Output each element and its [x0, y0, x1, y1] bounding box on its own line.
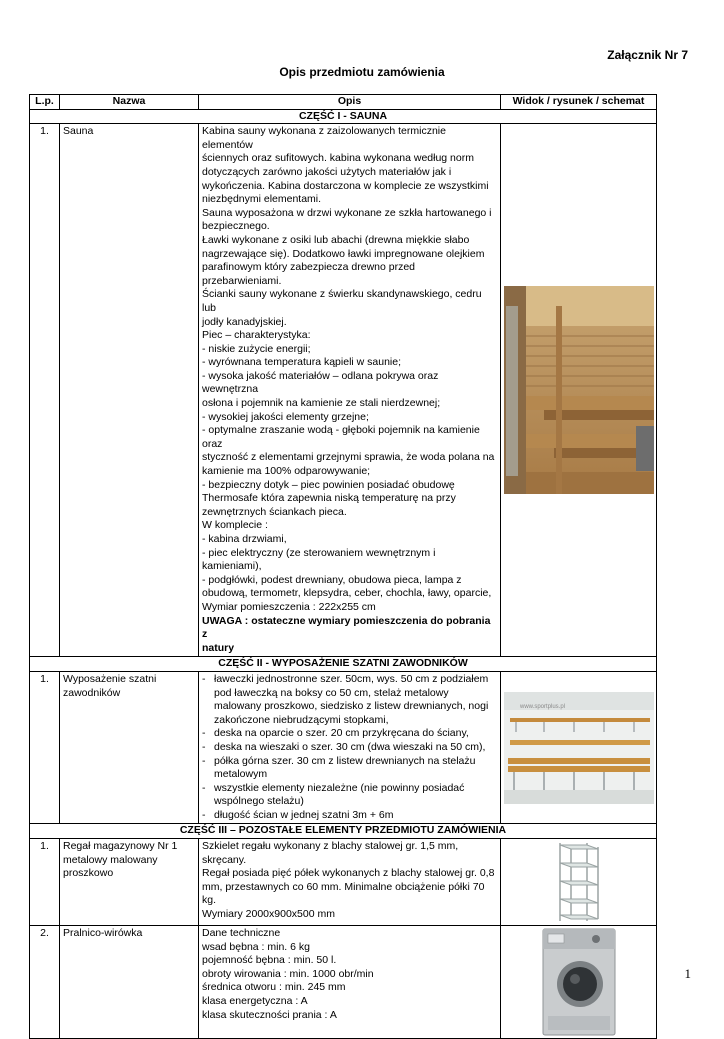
description-line: - optymalne zraszanie wodą - głęboki pojemnik na kamienie oraz — [202, 424, 480, 450]
item-description — [199, 839, 501, 926]
description-line: klasa energetyczna : A — [202, 995, 308, 1008]
list-item — [202, 782, 497, 809]
description-line: obroty wirowania : min. 1000 obr/min — [202, 967, 374, 980]
description-line: wsad bębna : min. 6 kg — [202, 940, 310, 953]
description-line: średnica otworu : min. 245 mm — [202, 981, 346, 994]
description-line: obudową, termometr, klepsydra, ceber, chochla, ławy, oparcie, — [202, 587, 492, 600]
photo-watermark: www.sportplus.pl — [519, 703, 565, 710]
description-line: Regał posiada pięć półek wykonanych z blachy stalowej gr. 0,8 — [202, 867, 495, 880]
item-description — [199, 926, 501, 1039]
washing-machine-icon — [542, 928, 616, 1036]
item-name-line: Wyposażenie szatni — [63, 672, 157, 685]
description-line: Wymiar pomieszczenia : 222x255 cm — [202, 600, 376, 613]
row-number: 1. — [30, 671, 60, 824]
description-line: W komplecie : — [202, 519, 268, 532]
list-item-text: wszystkie elementy niezależne (nie powinny posiadać wspólnego stelażu) — [214, 781, 465, 808]
item-name-line: metalowy malowany — [63, 853, 158, 866]
description-line: - wyrównana temperatura kąpieli w saunie; — [202, 356, 402, 369]
description-line: - wysokiej jakości elementy grzejne; — [202, 410, 369, 423]
list-dash: - — [202, 727, 206, 740]
document-title: Opis przedmiotu zamówienia — [279, 65, 445, 79]
description-line: styczność z elementami grzejnymi sprawia, że woda polana na — [202, 451, 495, 464]
item-description — [199, 124, 501, 657]
list-item-text: półka górna szer. 30 cm z listew drewnianych na stelażu metalowym — [214, 754, 476, 781]
section-row — [30, 657, 657, 672]
list-item — [202, 755, 497, 782]
row-number: 1. — [30, 124, 60, 657]
list-dash: - — [202, 740, 206, 753]
item-name-line: Regał magazynowy Nr 1 — [63, 840, 178, 853]
item-name-line: zawodników — [63, 686, 121, 699]
description-line: Thermosafe która zapewnia niską temperaturę na przy — [202, 492, 456, 505]
description-line: pojemność bębna : min. 50 l. — [202, 954, 337, 967]
list-dash: - — [202, 754, 206, 767]
warning-note — [202, 615, 497, 642]
list-dash: - — [202, 672, 206, 685]
list-item — [202, 741, 497, 755]
row-number: 1. — [30, 839, 60, 926]
item-name: Sauna — [60, 124, 199, 657]
description-line: Kabina sauny wykonana z zaizolowanych termicznie elementów — [202, 125, 446, 151]
list-item-text: deska na oparcie o szer. 20 cm przykręcana do ściany, — [214, 727, 469, 740]
list-item-text: ławeczki jednostronne szer. 50cm, wys. 50 cm z podziałem pod ławeczką na boksy co 50 cm, stelaż metalowy malowany proszkowo, siedzisko z listew drewnianych, nogi zakończone niebrudzącymi stopkami, — [214, 672, 489, 726]
description-line: zewnętrznych ściankach pieca. — [202, 505, 347, 518]
description-line: jodły kanadyjskiej. — [202, 315, 287, 328]
table-row — [30, 124, 657, 657]
description-line: - kabina drzwiami, — [202, 533, 287, 545]
metal-shelf-icon — [557, 841, 601, 923]
description-line: Dane techniczne — [202, 927, 281, 940]
warning-text-end: natury — [202, 641, 235, 654]
description-line: dotyczących zarówno jakości użytych materiałów jak i — [202, 165, 452, 178]
description-line: klasa skuteczności prania : A — [202, 1008, 337, 1021]
description-line: Piec – charakterystyka: — [202, 329, 311, 342]
washer-image-cell — [501, 926, 657, 1039]
list-item — [202, 727, 497, 741]
order-spec-table — [29, 94, 657, 1039]
description-line: - podgłówki, podest drewniany, obudowa pieca, lampa z — [202, 573, 462, 586]
sauna-image-cell — [501, 124, 657, 657]
row-number: 2. — [30, 926, 60, 1039]
warning-text: ostateczne wymiary pomieszczenia do pobrania z — [202, 614, 491, 641]
section-heading-sauna: CZĘŚĆ I - SAUNA — [30, 109, 657, 124]
description-spacer — [202, 1022, 497, 1034]
description-line: Ścianki sauny wykonane z świerku skandynawskiego, cedru lub — [202, 288, 482, 314]
description-line: - piec elektryczny (ze sterowaniem wewnętrznym i kamieniami), — [202, 546, 436, 573]
description-line: ściennych oraz sufitowych. kabina wykonana według norm — [202, 152, 474, 165]
section-heading-wardrobe: CZĘŚĆ II - WYPOSAŻENIE SZATNI ZAWODNIKÓW — [30, 657, 657, 672]
list-item-text: długość ścian w jednej szatni 3m + 6m — [214, 808, 394, 821]
item-name — [60, 671, 199, 824]
sauna-photo — [504, 286, 654, 494]
description-line: nagrzewające się). Dodatkowo ławki impregnowane olejkiem — [202, 247, 485, 260]
shelf-image-cell — [501, 839, 657, 926]
description-line: mm, przestawnych co 60 mm. Minimalne obciążenie półki 70 kg. — [202, 880, 485, 907]
section-row — [30, 109, 657, 124]
table-row — [30, 926, 657, 1039]
item-description — [199, 671, 501, 824]
section-heading-other: CZĘŚĆ III – POZOSTAŁE ELEMENTY PRZEDMIOTU ZAMÓWIENIA — [30, 824, 657, 839]
table-header-row — [30, 95, 657, 110]
item-name — [60, 839, 199, 926]
list-dash: - — [202, 808, 206, 821]
section-row — [30, 824, 657, 839]
description-line: - bezpieczny dotyk – piec powinien posiadać obudowę — [202, 478, 455, 491]
description-line: Wymiary 2000x900x500 mm — [202, 908, 335, 921]
description-line: - niskie zużycie energii; — [202, 342, 311, 355]
wardrobe-image-cell — [501, 671, 657, 824]
list-item-text: deska na wieszaki o szer. 30 cm (dwa wieszaki na 50 cm), — [214, 740, 486, 753]
description-line: wykończenia. Kabina dostarczona w komplecie ze wszystkimi — [202, 179, 489, 192]
description-line: parafinowym który zabezpiecza drewno przed przebarwieniami. — [202, 261, 416, 287]
page-number: 1 — [684, 966, 691, 981]
list-item — [202, 809, 497, 823]
warning-label: UWAGA : — [202, 614, 249, 627]
item-name: Pralnico-wirówka — [60, 926, 199, 1039]
column-header-name: Nazwa — [60, 95, 199, 110]
column-header-lp: L.p. — [30, 95, 60, 110]
column-header-description: Opis — [199, 95, 501, 110]
wardrobe-photo — [504, 692, 654, 804]
table-row — [30, 839, 657, 926]
item-name-line: proszkowo — [63, 867, 114, 880]
list-item — [202, 673, 497, 727]
description-line: osłona i pojemnik na kamienie ze stali nierdzewnej; — [202, 397, 441, 410]
description-line: Sauna wyposażona w drzwi wykonane ze szkła hartowanego i — [202, 206, 492, 219]
description-line: niezbędnymi elementami. — [202, 193, 322, 206]
attachment-label: Załącznik Nr 7 — [607, 48, 688, 62]
table-row — [30, 671, 657, 824]
column-header-view: Widok / rysunek / schemat — [501, 95, 657, 110]
description-line: Ławki wykonane z osiki lub abachi (drewna miękkie słabo — [202, 233, 470, 246]
description-line: Szkielet regału wykonany z blachy stalowej gr. 1,5 mm, skręcany. — [202, 840, 459, 866]
description-line: bezpiecznego. — [202, 220, 270, 233]
description-line: - wysoka jakość materiałów – odlana pokrywa oraz wewnętrzna — [202, 369, 439, 396]
list-dash: - — [202, 781, 206, 794]
description-line: kamienie ma 100% odparowywanie; — [202, 465, 371, 478]
